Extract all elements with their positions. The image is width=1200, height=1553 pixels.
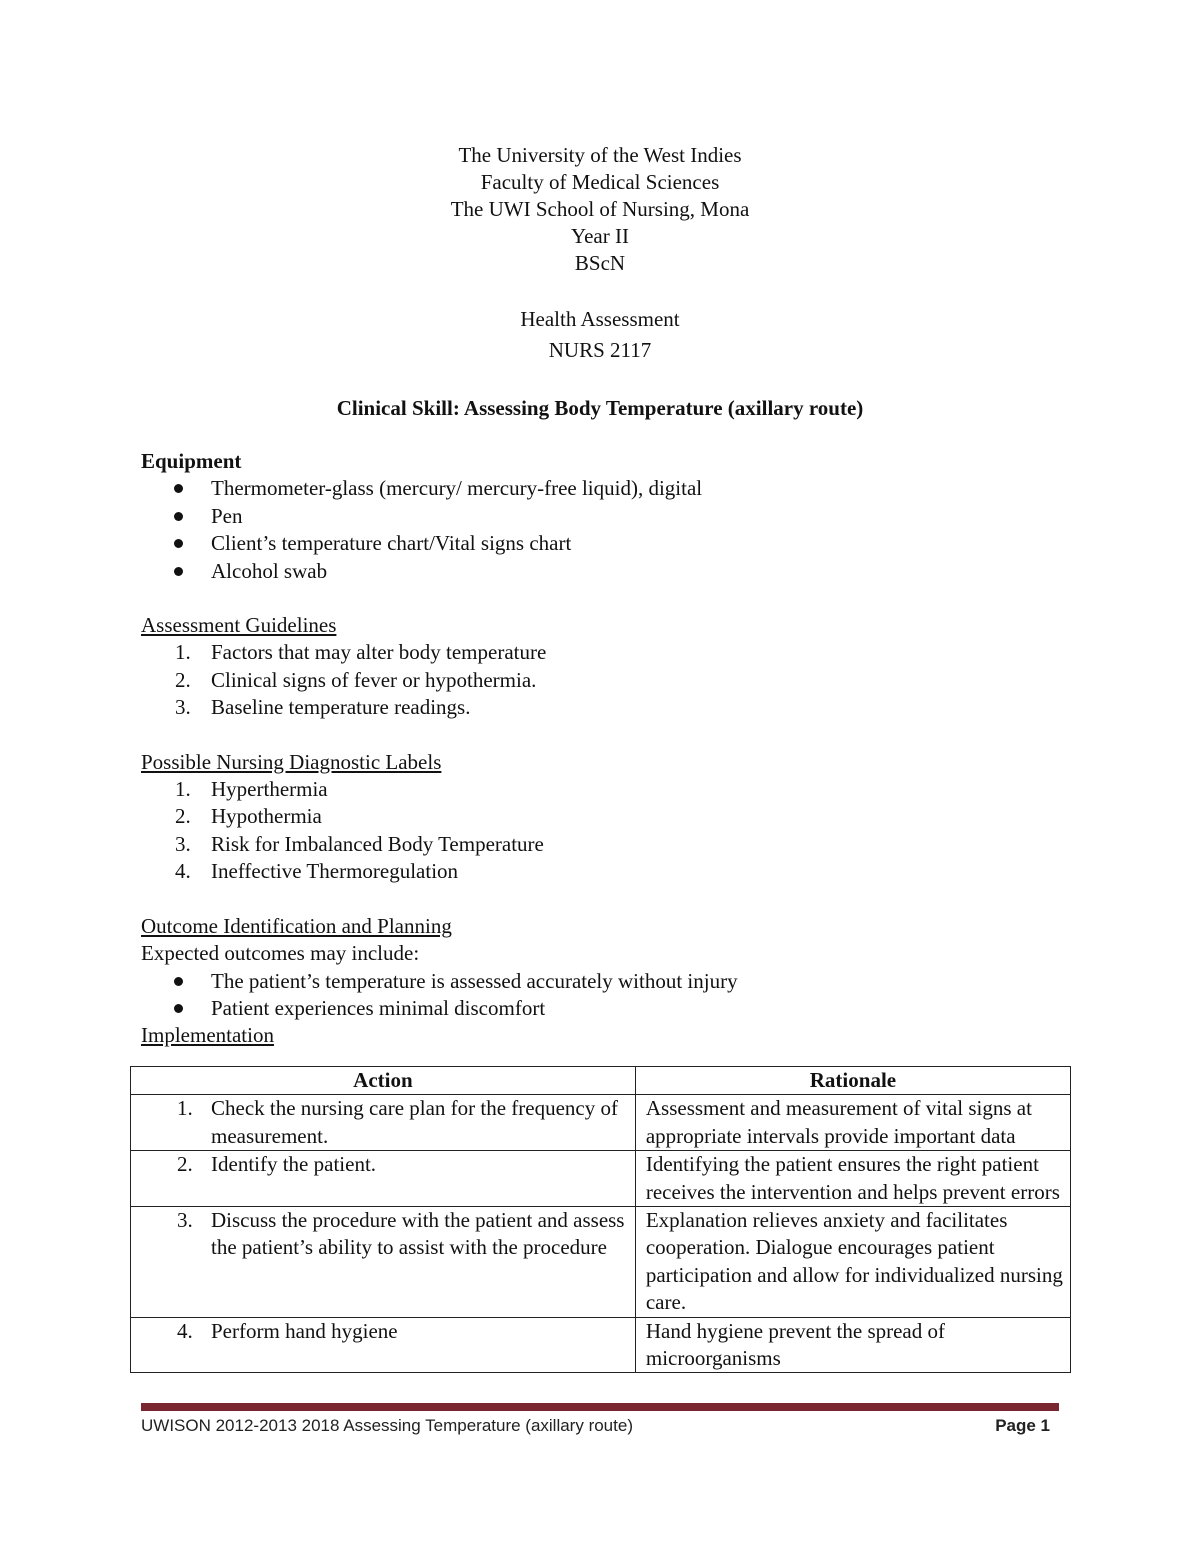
list-item: Thermometer-glass (mercury/ mercury-free liquid), digital bbox=[141, 475, 1071, 502]
outcomes-intro: Expected outcomes may include: bbox=[141, 941, 420, 966]
diagnostic-labels-list bbox=[141, 776, 1071, 886]
footer-divider bbox=[141, 1403, 1059, 1411]
assessment-guidelines-list bbox=[141, 639, 1071, 721]
implementation-heading: Implementation bbox=[141, 1023, 274, 1048]
equipment-list bbox=[141, 475, 1071, 585]
table-row bbox=[131, 1317, 1071, 1373]
equipment-heading: Equipment bbox=[141, 449, 242, 473]
bullet-icon bbox=[174, 512, 183, 521]
action-cell: 2. Identify the patient. bbox=[131, 1151, 636, 1207]
bullet-icon bbox=[174, 539, 183, 548]
assessment-guidelines-heading: Assessment Guidelines bbox=[141, 613, 337, 638]
document-body bbox=[141, 448, 1071, 1050]
rationale-cell: Hand hygiene prevent the spread of microorganisms bbox=[635, 1317, 1070, 1373]
title-block bbox=[0, 142, 1200, 366]
page-number: Page 1 bbox=[995, 1416, 1050, 1435]
implementation-table bbox=[130, 1066, 1071, 1373]
clinical-skill-title: Clinical Skill: Assessing Body Temperature (axillary route) bbox=[336, 396, 864, 420]
action-cell: 3. Discuss the procedure with the patient and assess the patient’s ability to assist with the procedure bbox=[131, 1207, 636, 1318]
faculty-name: Faculty of Medical Sciences bbox=[480, 170, 720, 194]
footer-document-label: UWISON 2012-2013 2018 Assessing Temperature (axillary route) bbox=[141, 1416, 633, 1435]
action-cell: 4. Perform hand hygiene bbox=[131, 1317, 636, 1373]
outcome-planning-heading: Outcome Identification and Planning bbox=[141, 913, 452, 938]
bullet-icon bbox=[174, 567, 183, 576]
column-header-rationale: Rationale bbox=[635, 1067, 1070, 1095]
bullet-icon bbox=[174, 1004, 183, 1013]
university-name: The University of the West Indies bbox=[458, 143, 742, 167]
bullet-icon bbox=[174, 977, 183, 986]
list-item: 3. Risk for Imbalanced Body Temperature bbox=[175, 831, 544, 856]
list-item: 1. Factors that may alter body temperature bbox=[175, 640, 547, 665]
rationale-cell: Explanation relieves anxiety and facilitates cooperation. Dialogue encourages patient participation and allow for individualized nursing care. bbox=[635, 1207, 1070, 1318]
rationale-cell: Identifying the patient ensures the right patient receives the intervention and helps prevent errors bbox=[635, 1151, 1070, 1207]
column-header-action: Action bbox=[131, 1067, 636, 1095]
list-item: Pen bbox=[141, 503, 1071, 530]
list-item: Patient experiences minimal discomfort bbox=[141, 995, 1071, 1022]
list-item: 3. Baseline temperature readings. bbox=[175, 695, 471, 720]
course-code: NURS 2117 bbox=[548, 338, 652, 362]
list-item: The patient’s temperature is assessed accurately without injury bbox=[141, 968, 1071, 995]
program-label: BScN bbox=[574, 251, 626, 275]
table-header-row bbox=[131, 1067, 1071, 1095]
list-item: 2. Clinical signs of fever or hypothermia. bbox=[175, 667, 537, 692]
action-cell: 1. Check the nursing care plan for the frequency of measurement. bbox=[131, 1095, 636, 1151]
diagnostic-labels-heading: Possible Nursing Diagnostic Labels bbox=[141, 749, 442, 774]
bullet-icon bbox=[174, 484, 183, 493]
list-item: 4. Ineffective Thermoregulation bbox=[175, 859, 459, 884]
outcomes-list bbox=[141, 968, 1071, 1023]
list-item: Alcohol swab bbox=[141, 558, 1071, 585]
list-item: Client’s temperature chart/Vital signs chart bbox=[141, 530, 1071, 557]
course-name: Health Assessment bbox=[520, 307, 680, 331]
table-row bbox=[131, 1095, 1071, 1151]
list-item: 1. Hyperthermia bbox=[175, 777, 328, 802]
page-footer bbox=[141, 1414, 1050, 1438]
table-row bbox=[131, 1207, 1071, 1318]
year-label: Year II bbox=[571, 224, 629, 248]
list-item: 2. Hypothermia bbox=[175, 804, 322, 829]
school-name: The UWI School of Nursing, Mona bbox=[450, 197, 750, 221]
rationale-cell: Assessment and measurement of vital signs at appropriate intervals provide important data bbox=[635, 1095, 1070, 1151]
table-row bbox=[131, 1151, 1071, 1207]
